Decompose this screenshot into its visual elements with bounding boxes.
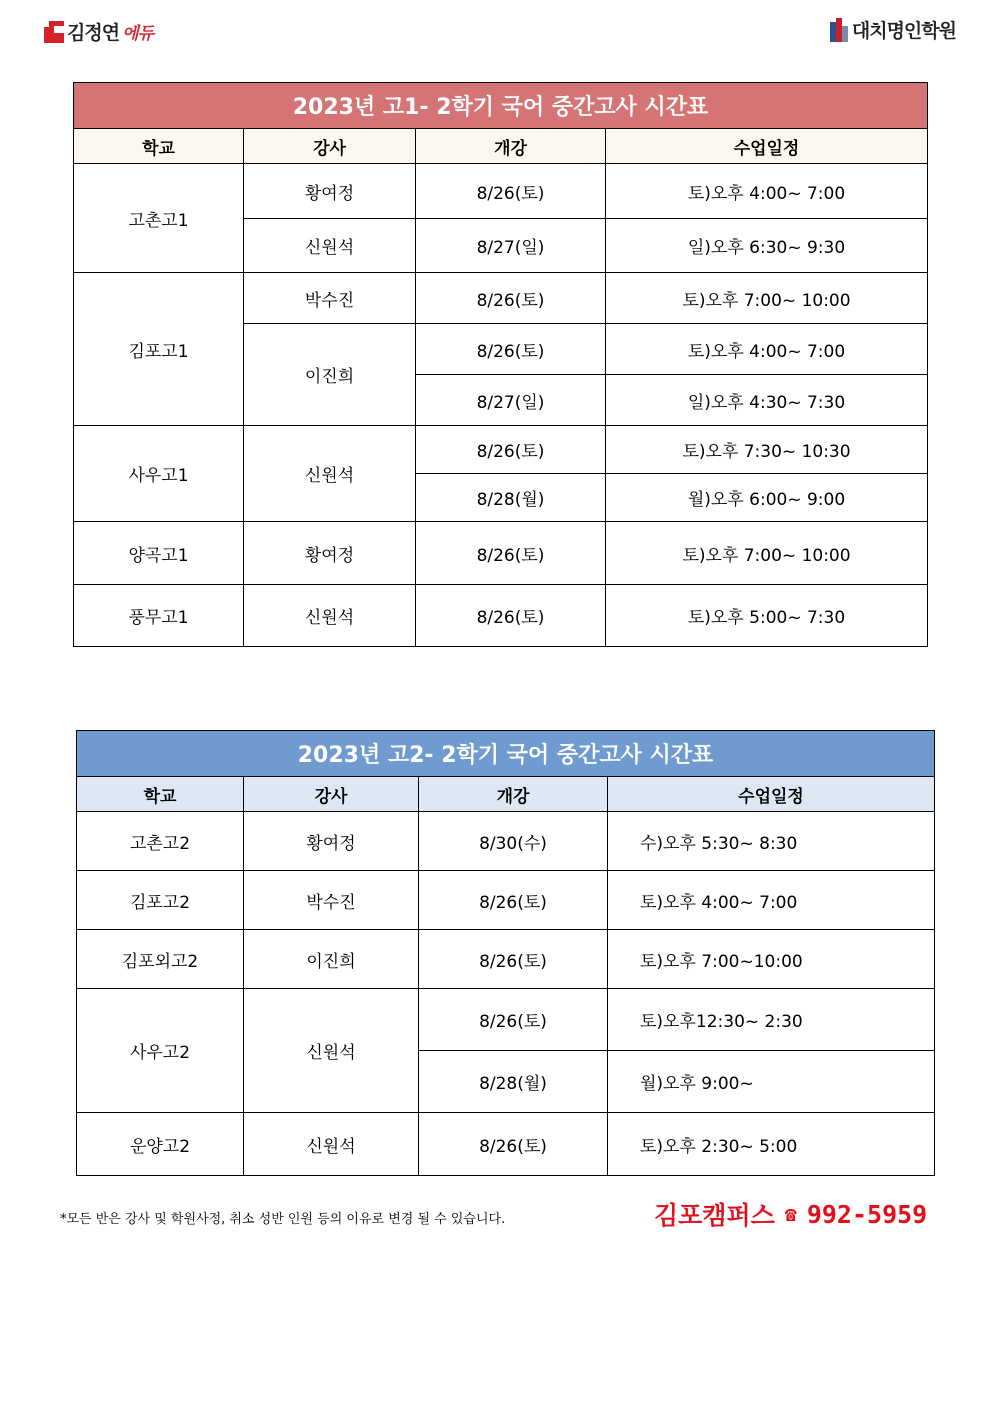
school-cell: 운양고2 xyxy=(77,1113,244,1176)
teacher-cell: 이진희 xyxy=(244,930,419,989)
schedule-cell: 수)오후 5:30~ 8:30 xyxy=(608,812,935,871)
start-cell: 8/26(토) xyxy=(416,426,606,474)
school-cell: 김포외고2 xyxy=(77,930,244,989)
teacher-cell: 박수진 xyxy=(244,871,419,930)
teacher-cell: 황여정 xyxy=(244,164,416,219)
header-schedule: 수업일정 xyxy=(606,129,928,164)
teacher-cell: 황여정 xyxy=(244,812,419,871)
logo-name: 김정연 xyxy=(67,22,120,44)
phone-icon: ☎ xyxy=(784,1202,797,1226)
school-cell: 사우고2 xyxy=(77,989,244,1113)
start-cell: 8/26(토) xyxy=(416,164,606,219)
kimjungyeon-edu-logo xyxy=(44,18,153,45)
header-school: 학교 xyxy=(77,777,244,812)
table-row xyxy=(77,1113,935,1176)
grade1-timetable xyxy=(73,82,928,647)
schedule-cell: 일)오후 4:30~ 7:30 xyxy=(606,375,928,426)
schedule-cell: 토)오후 7:00~ 10:00 xyxy=(606,522,928,585)
table-row xyxy=(74,585,928,647)
start-cell: 8/26(토) xyxy=(419,1113,608,1176)
schedule-cell: 토)오후12:30~ 2:30 xyxy=(608,989,935,1051)
teacher-cell: 신원석 xyxy=(244,1113,419,1176)
academy-mark-icon xyxy=(830,18,848,42)
school-cell: 풍무고1 xyxy=(74,585,244,647)
schedule-cell: 토)오후 5:00~ 7:30 xyxy=(606,585,928,647)
campus-contact xyxy=(654,1196,927,1232)
start-cell: 8/28(월) xyxy=(416,474,606,522)
header-schedule: 수업일정 xyxy=(608,777,935,812)
table-row xyxy=(74,522,928,585)
start-cell: 8/30(수) xyxy=(419,812,608,871)
teacher-cell: 신원석 xyxy=(244,989,419,1113)
header-teacher: 강사 xyxy=(244,129,416,164)
daechi-myungin-logo xyxy=(830,16,956,43)
table-row xyxy=(77,812,935,871)
table-row xyxy=(77,871,935,930)
table-title: 2023년 고2- 2학기 국어 중간고사 시간표 xyxy=(77,731,935,777)
start-cell: 8/27(일) xyxy=(416,219,606,273)
header-teacher: 강사 xyxy=(244,777,419,812)
table-row xyxy=(77,989,935,1051)
school-cell: 양곡고1 xyxy=(74,522,244,585)
start-cell: 8/26(토) xyxy=(419,989,608,1051)
header-school: 학교 xyxy=(74,129,244,164)
teacher-cell: 박수진 xyxy=(244,273,416,324)
teacher-cell: 황여정 xyxy=(244,522,416,585)
schedule-cell: 월)오후 6:00~ 9:00 xyxy=(606,474,928,522)
start-cell: 8/26(토) xyxy=(416,585,606,647)
teacher-cell: 신원석 xyxy=(244,426,416,522)
schedule-cell: 일)오후 6:30~ 9:30 xyxy=(606,219,928,273)
school-cell: 고촌고2 xyxy=(77,812,244,871)
schedule-cell: 토)오후 4:00~ 7:00 xyxy=(606,324,928,375)
start-cell: 8/26(토) xyxy=(416,324,606,375)
campus-name: 김포캠퍼스 xyxy=(654,1201,775,1230)
school-cell: 고촌고1 xyxy=(74,164,244,273)
schedule-cell: 토)오후 7:30~ 10:30 xyxy=(606,426,928,474)
logo-sub: 에듀 xyxy=(122,24,153,44)
table-row xyxy=(74,164,928,219)
table-row xyxy=(74,273,928,324)
logo-mark-icon xyxy=(44,21,64,43)
table-title: 2023년 고1- 2학기 국어 중간고사 시간표 xyxy=(74,83,928,129)
teacher-cell: 신원석 xyxy=(244,219,416,273)
schedule-cell: 토)오후 4:00~ 7:00 xyxy=(608,871,935,930)
header-start-date: 개강 xyxy=(419,777,608,812)
start-cell: 8/27(일) xyxy=(416,375,606,426)
school-cell: 사우고1 xyxy=(74,426,244,522)
schedule-cell: 월)오후 9:00~ xyxy=(608,1051,935,1113)
start-cell: 8/26(토) xyxy=(419,871,608,930)
schedule-cell: 토)오후 4:00~ 7:00 xyxy=(606,164,928,219)
teacher-cell: 신원석 xyxy=(244,585,416,647)
school-cell: 김포고2 xyxy=(77,871,244,930)
start-cell: 8/26(토) xyxy=(416,522,606,585)
academy-name: 대치명인학원 xyxy=(851,20,956,42)
phone-number: 992-5959 xyxy=(806,1199,928,1229)
start-cell: 8/26(토) xyxy=(419,930,608,989)
schedule-cell: 토)오후 7:00~10:00 xyxy=(608,930,935,989)
start-cell: 8/28(월) xyxy=(419,1051,608,1113)
schedule-cell: 토)오후 2:30~ 5:00 xyxy=(608,1113,935,1176)
schedule-cell: 토)오후 7:00~ 10:00 xyxy=(606,273,928,324)
header-start-date: 개강 xyxy=(416,129,606,164)
change-notice: *모든 반은 강사 및 학원사정, 취소 성반 인원 등의 이유로 변경 될 수 있습니다. xyxy=(60,1212,506,1227)
school-cell: 김포고1 xyxy=(74,273,244,426)
start-cell: 8/26(토) xyxy=(416,273,606,324)
grade2-timetable xyxy=(76,730,935,1176)
teacher-cell: 이진희 xyxy=(244,324,416,426)
table-row xyxy=(77,930,935,989)
table-row xyxy=(74,426,928,474)
